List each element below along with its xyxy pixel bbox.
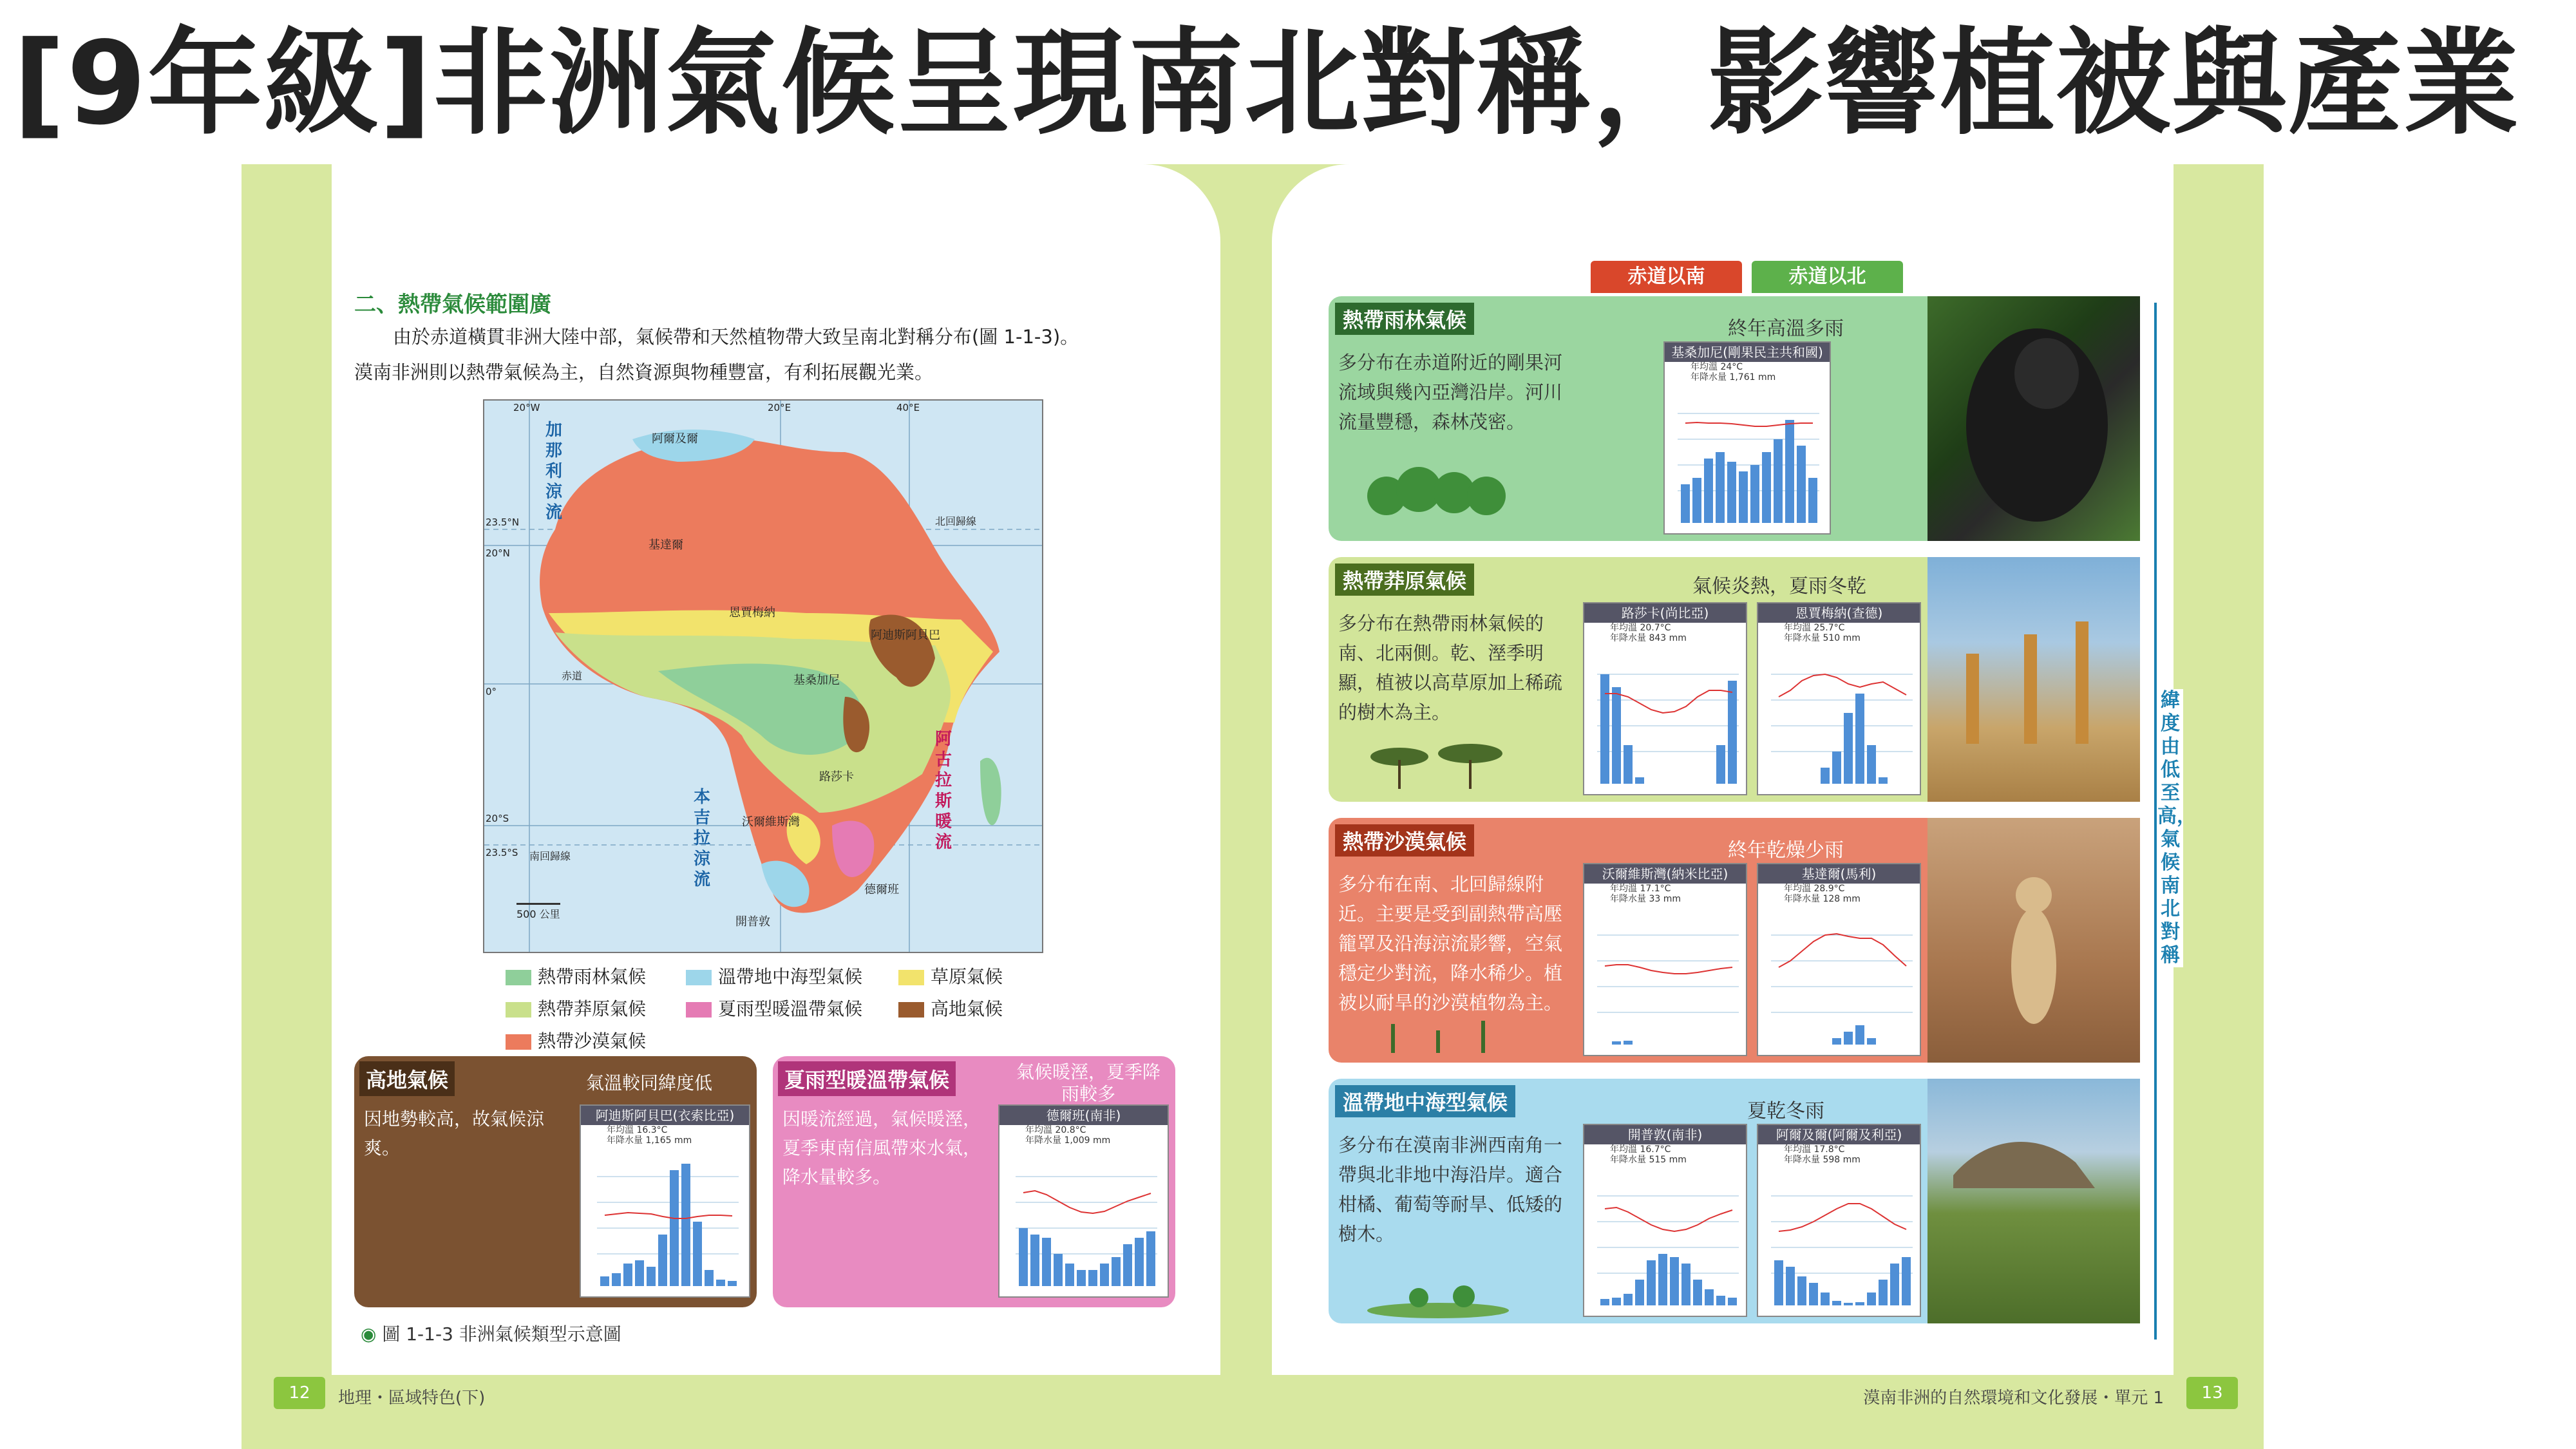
paragraph-2: 漠南非洲則以熱帶氣候為主，自然資源與物種豐富，有利拓展觀光業。 (354, 361, 934, 383)
side-label: 緯度由低至高，氣候南北對稱 (2157, 689, 2196, 967)
climograph-rain: 年降水量 1,009 mm (1025, 1135, 1111, 1146)
legend-item-steppe: 草原氣候 (898, 963, 1040, 989)
mediterranean-heading: 溫帶地中海型氣候 (1335, 1085, 1515, 1117)
climograph-station: 基桑加尼(剛果民主共和國) (1665, 343, 1830, 362)
climograph-rain: 年降水量 598 mm (1784, 1155, 1861, 1165)
map-scale-bar: 500 公里 (516, 903, 560, 921)
climograph-plot (1597, 909, 1739, 1051)
highland-climograph (580, 1104, 750, 1298)
desert-subtitle: 終年乾燥少雨 (1728, 839, 1844, 862)
climograph-plot (1771, 649, 1913, 790)
legend-item-highland: 高地氣候 (898, 995, 1040, 1021)
map-label-lat-235n: 23.5°N (486, 516, 520, 528)
map-label-lon-40e: 40°E (896, 402, 920, 413)
rainforest-text: 多分布在赤道附近的剛果河流域與幾內亞灣沿岸。河川流量豐穩，森林茂密。 (1338, 352, 1563, 433)
page-number-left: 12 (274, 1377, 325, 1409)
map-label-lon-20w: 20°W (513, 402, 540, 413)
climograph-plot (1771, 909, 1913, 1051)
map-label-addis: 阿迪斯阿貝巴 (871, 629, 940, 642)
rainforest-panel (1329, 296, 2140, 541)
mediterranean-climograph-capetown (1583, 1124, 1747, 1317)
shrub-illustration (1367, 1272, 1509, 1323)
meerkat-image (1927, 818, 2140, 1063)
mediterranean-subtitle: 夏乾冬雨 (1747, 1100, 1824, 1122)
humid-subtropical-box (773, 1056, 1175, 1307)
savanna-climograph-lusaka (1583, 602, 1747, 795)
map-label-lat-235s: 23.5°S (486, 847, 518, 858)
map-label-tropic-n: 北回歸線 (935, 515, 977, 527)
right-footer: 漠南非洲的自然環境和文化發展・單元 1 (1863, 1388, 2164, 1408)
map-label-capetown: 開普敦 (735, 915, 770, 929)
vineyard-photo (1927, 1079, 2140, 1323)
climograph-rain: 年降水量 33 mm (1610, 894, 1681, 904)
climograph-temp: 年均溫 28.9°C (1784, 884, 1845, 894)
climograph-plot (1771, 1170, 1913, 1312)
humid-subtropical-text: 因暖流經過，氣候暖溼，夏季東南信風帶來水氣，降水量較多。 (782, 1108, 981, 1188)
map-label-ndjamena: 恩賈梅納 (729, 606, 775, 620)
climograph-rain: 年降水量 1,761 mm (1690, 372, 1776, 383)
highland-subtitle: 氣溫較同緯度低 (586, 1072, 713, 1094)
humid-subtropical-heading: 夏雨型暖溫帶氣候 (778, 1061, 956, 1096)
mediterranean-panel (1329, 1079, 2140, 1323)
cactus-illustration (1367, 1005, 1509, 1056)
savanna-text: 多分布在熱帶雨林氣候的南、北兩側。乾、溼季明顯，植被以高草原加上稀疏的樹木為主。 (1338, 612, 1563, 723)
desert-climograph-kidal (1757, 863, 1921, 1056)
tab-south-of-equator: 赤道以南 (1591, 261, 1742, 293)
climograph-station: 路莎卡(尚比亞) (1584, 603, 1746, 623)
climate-panels (1329, 296, 2140, 1340)
mediterranean-climograph-algiers (1757, 1124, 1921, 1317)
climograph-station: 阿迪斯阿貝巴(衣索比亞) (581, 1106, 749, 1125)
page-number-right: 13 (2186, 1377, 2238, 1409)
left-footer: 地理・區域特色(下) (338, 1388, 486, 1408)
legend-item-humid-subtropical: 夏雨型暖溫帶氣候 (686, 995, 898, 1021)
climograph-rain: 年降水量 843 mm (1610, 633, 1687, 643)
savanna-heading: 熱帶莽原氣候 (1335, 564, 1474, 596)
climograph-temp: 年均溫 16.3°C (607, 1125, 668, 1135)
rainforest-subtitle: 終年高溫多雨 (1728, 317, 1844, 340)
savanna-climograph-ndjamena (1757, 602, 1921, 795)
desert-climograph-walvis (1583, 863, 1747, 1056)
savanna-panel (1329, 557, 2140, 802)
climograph-temp: 年均溫 17.8°C (1784, 1144, 1845, 1155)
giraffe-photo (1927, 557, 2140, 802)
map-label-kisangani: 基桑加尼 (793, 674, 840, 687)
highland-climate-box (354, 1056, 757, 1307)
side-axis-line (2154, 303, 2157, 1340)
meerkat-photo (1927, 818, 2140, 1063)
map-label-kidal: 基達爾 (649, 538, 683, 552)
climograph-station: 阿爾及爾(阿爾及利亞) (1758, 1125, 1920, 1144)
climograph-temp: 年均溫 16.7°C (1610, 1144, 1671, 1155)
map-label-lat-20n: 20°N (486, 547, 510, 559)
legend-item-desert: 熱帶沙漠氣候 (506, 1027, 686, 1053)
map-label-equator: 赤道 (562, 670, 583, 682)
map-label-canary-current: 加那利涼流 (545, 421, 563, 522)
map-label-lon-20e: 20°E (768, 402, 791, 413)
forest-illustration (1367, 457, 1509, 535)
caption-marker-icon: ◉ (361, 1323, 383, 1345)
humid-subtropical-subtitle: 氣候暖溼，夏季降雨較多 (1016, 1061, 1160, 1104)
map-label-benguela-current: 本吉拉涼流 (694, 788, 711, 889)
tab-north-of-equator: 赤道以北 (1752, 261, 1903, 293)
climograph-plot (1597, 649, 1739, 790)
highland-text: 因地勢較高，故氣候涼爽。 (364, 1108, 545, 1159)
mediterranean-text: 多分布在漠南非洲西南角一帶與北非地中海沿岸。適合柑橘、葡萄等耐旱、低矮的樹木。 (1338, 1134, 1563, 1245)
climograph-rain: 年降水量 128 mm (1784, 894, 1861, 904)
africa-climate-map (483, 399, 1043, 953)
map-label-agulhas-current: 阿古拉斯暖流 (935, 730, 952, 852)
climograph-plot (1016, 1151, 1157, 1293)
climograph-station: 基達爾(馬利) (1758, 864, 1920, 884)
map-label-tropic-s: 南回歸線 (529, 850, 571, 862)
map-legend (506, 963, 1040, 1053)
legend-item-rainforest: 熱帶雨林氣候 (506, 963, 686, 989)
climograph-temp: 年均溫 20.8°C (1025, 1125, 1086, 1135)
section-title: 二、熱帶氣候範圍廣 (354, 292, 551, 317)
map-label-durban: 德爾班 (864, 883, 899, 896)
giraffe-image (1927, 557, 2140, 802)
climograph-plot (1678, 388, 1819, 529)
climograph-rain: 年降水量 515 mm (1610, 1155, 1687, 1165)
rainforest-heading: 熱帶雨林氣候 (1335, 303, 1474, 335)
desert-text: 多分布在南、北回歸線附近。主要是受到副熱帶高壓籠罩及沿海涼流影響，空氣穩定少對流，降水稀少。植被以耐旱的沙漠植物為主。 (1338, 873, 1563, 1014)
legend-item-mediterranean: 溫帶地中海型氣候 (686, 963, 898, 989)
acacia-illustration (1367, 731, 1509, 795)
legend-item-savanna: 熱帶莽原氣候 (506, 995, 686, 1021)
climograph-plot (1597, 1170, 1739, 1312)
climograph-temp: 年均溫 24°C (1690, 362, 1743, 372)
gorilla-image (1927, 296, 2140, 541)
desert-panel (1329, 818, 2140, 1063)
rainforest-climograph (1663, 341, 1831, 535)
vineyard-image (1927, 1079, 2140, 1323)
page-title: [9年級]非洲氣候呈現南北對稱，影響植被與產業 (13, 17, 2520, 150)
humid-subtropical-climograph (998, 1104, 1169, 1298)
climograph-rain: 年降水量 510 mm (1784, 633, 1861, 643)
climograph-plot (597, 1151, 739, 1293)
climograph-station: 開普敦(南非) (1584, 1125, 1746, 1144)
map-label-walvis: 沃爾維斯灣 (742, 815, 800, 829)
climograph-station: 德爾班(南非) (999, 1106, 1168, 1125)
climograph-temp: 年均溫 17.1°C (1610, 884, 1671, 894)
paragraph-1: 由於赤道橫貫非洲大陸中部，氣候帶和天然植物帶大致呈南北對稱分布(圖 1-1-3)。 (393, 326, 1079, 348)
map-label-lat-20s: 20°S (486, 813, 509, 824)
climograph-station: 恩賈梅納(查德) (1758, 603, 1920, 623)
climograph-temp: 年均溫 20.7°C (1610, 623, 1671, 633)
savanna-subtitle: 氣候炎熱，夏雨冬乾 (1692, 575, 1866, 598)
climograph-rain: 年降水量 1,165 mm (607, 1135, 692, 1146)
gorilla-photo (1927, 296, 2140, 541)
figure-caption: ◉ 圖 1-1-3 非洲氣候類型示意圖 (361, 1323, 621, 1345)
climograph-station: 沃爾維斯灣(納米比亞) (1584, 864, 1746, 884)
map-label-algiers: 阿爾及爾 (652, 432, 698, 446)
map-label-lusaka: 路莎卡 (819, 770, 854, 784)
highland-heading: 高地氣候 (359, 1061, 455, 1096)
desert-heading: 熱帶沙漠氣候 (1335, 824, 1474, 857)
map-label-lat-0: 0° (486, 686, 497, 697)
climograph-temp: 年均溫 25.7°C (1784, 623, 1845, 633)
